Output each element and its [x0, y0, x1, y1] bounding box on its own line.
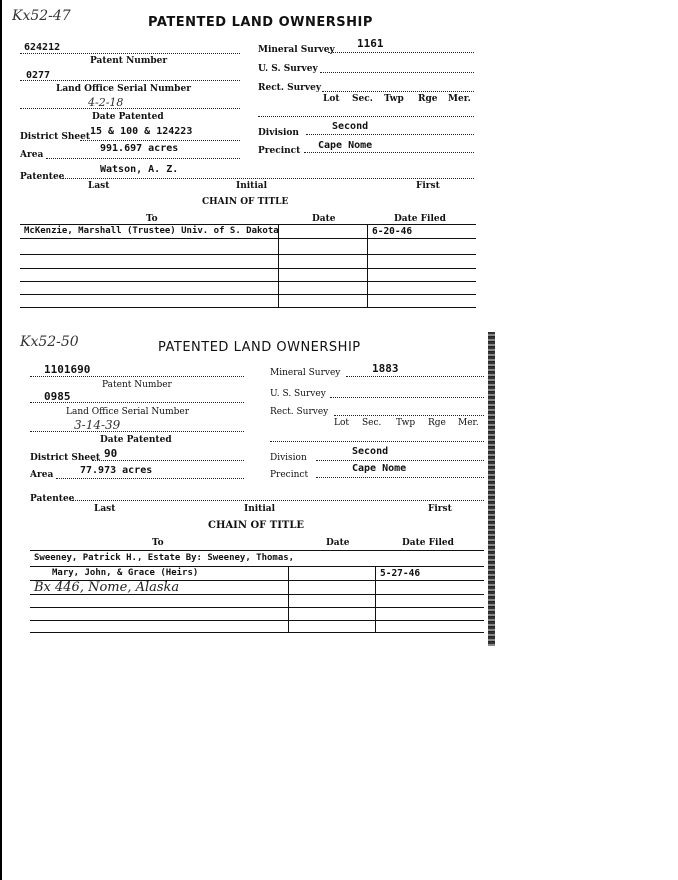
card2-precinct-label: Precinct [270, 470, 309, 480]
divider [270, 441, 484, 442]
card1-division: Second [332, 121, 369, 132]
card1-rect-survey-label: Rect. Survey [258, 83, 322, 93]
card2-col-date: Date [326, 538, 350, 548]
card2-patentee-label: Patentee [30, 494, 75, 504]
card2-district-sheet-label: District Sheet [30, 453, 101, 463]
divider [30, 402, 244, 403]
card1-precinct: Cape Nome [318, 140, 373, 151]
card1-area-label: Area [20, 150, 44, 160]
card2-patent-number: 1101690 [44, 363, 91, 376]
table-col-rule [288, 566, 289, 632]
divider [92, 460, 244, 461]
card1-area: 991.697 acres [100, 143, 179, 154]
card2-name-first: First [428, 504, 452, 514]
card1-col-date: Date [312, 214, 336, 224]
divider [304, 152, 474, 153]
card1-district-sheet-label: District Sheet [20, 132, 91, 142]
card2-date-patented-label: Date Patented [100, 435, 172, 445]
table-rule [30, 620, 484, 621]
card1-rect-col-rge: Rge [418, 94, 438, 104]
table-rule [20, 254, 476, 255]
card1-serial: 0277 [26, 70, 51, 81]
divider [334, 415, 484, 416]
card2-row3-to: Bx 446, Nome, Alaska [34, 580, 180, 595]
card2-col-date-filed: Date Filed [402, 538, 454, 548]
table-col-rule [375, 566, 376, 632]
card2-mineral-survey: 1883 [372, 362, 399, 375]
card2-rect-col-twp: Twp [396, 418, 416, 428]
divider [306, 134, 474, 135]
card1-name-initial: Initial [236, 181, 267, 191]
card2-date-patented: 3-14-39 [74, 418, 121, 432]
divider [56, 478, 244, 479]
card1-ref: Kx52-47 [12, 8, 71, 24]
card1-mineral-survey-label: Mineral Survey [258, 45, 335, 55]
card1-col-to: To [146, 214, 158, 224]
card1-col-date-filed: Date Filed [394, 214, 446, 224]
table-rule [30, 607, 484, 608]
card2-patent-number-label: Patent Number [102, 380, 172, 390]
divider [72, 500, 484, 501]
card1-date-patented-label: Date Patented [92, 112, 164, 122]
card1-patent-number: 624212 [24, 42, 61, 53]
divider [46, 158, 240, 159]
table-rule [20, 238, 476, 239]
card2-serial: 0985 [44, 390, 71, 403]
divider [346, 376, 484, 377]
divider [330, 397, 484, 398]
card2-name-last: Last [94, 504, 116, 514]
card1-mineral-survey: 1161 [357, 37, 384, 50]
card1-patent-number-label: Patent Number [90, 56, 168, 66]
card1-date-patented: 4-2-18 [88, 96, 124, 109]
card1-row1-to: McKenzie, Marshall (Trustee) Univ. of S. Dakota [24, 226, 279, 236]
card2-title: PATENTED LAND OWNERSHIP [158, 340, 361, 355]
table-rule [20, 281, 476, 282]
card2-precinct: Cape Nome [352, 463, 407, 474]
card2-rect-col-mer: Mer. [458, 418, 479, 428]
card1-precinct-label: Precinct [258, 146, 301, 156]
card1-rect-col-twp: Twp [384, 94, 404, 104]
card2-serial-label: Land Office Serial Number [66, 407, 190, 417]
table-rule [30, 550, 484, 551]
card1-rect-col-sec: Sec. [352, 94, 373, 104]
divider [20, 53, 240, 54]
card2-district-sheet: 90 [104, 447, 118, 460]
card2-chain-title: CHAIN OF TITLE [208, 520, 304, 531]
divider [20, 80, 240, 81]
divider [316, 477, 484, 478]
divider [322, 91, 474, 92]
divider [30, 431, 244, 432]
card1-patentee-label: Patentee [20, 172, 65, 182]
divider [30, 376, 244, 377]
divider [328, 52, 474, 53]
divider [80, 140, 240, 141]
card2-area-label: Area [30, 470, 54, 480]
table-rule [20, 307, 476, 308]
divider [320, 72, 474, 73]
table-col-rule [278, 224, 279, 307]
card1-patentee: Watson, A. Z. [100, 164, 179, 175]
card2-division-label: Division [270, 453, 307, 463]
card2-mineral-survey-label: Mineral Survey [270, 368, 341, 378]
card1-division-label: Division [258, 128, 299, 138]
card2-col-to: To [152, 538, 164, 548]
card2-area: 77.973 acres [80, 465, 153, 476]
card1-district-sheet: 15 & 100 & 124223 [90, 126, 193, 137]
card2-name-initial: Initial [244, 504, 275, 514]
divider [62, 178, 474, 179]
table-rule [30, 632, 484, 633]
table-rule [20, 294, 476, 295]
card2-row2-date-filed: 5-27-46 [380, 568, 421, 579]
card2-row2-to: Mary, John, & Grace (Heirs) [52, 568, 199, 578]
card2-rect-survey-label: Rect. Survey [270, 407, 329, 417]
card2-rect-col-lot: Lot [334, 418, 350, 428]
card2-rect-col-rge: Rge [428, 418, 446, 428]
card1-us-survey-label: U. S. Survey [258, 64, 318, 74]
divider [258, 116, 474, 117]
card1-chain-title: CHAIN OF TITLE [202, 197, 289, 207]
table-rule [20, 224, 476, 225]
card2-division: Second [352, 446, 389, 457]
scan-edge [0, 0, 2, 880]
card1-row1-date-filed: 6-20-46 [372, 226, 413, 237]
scan-edge-strip [488, 332, 495, 646]
card2-rect-col-sec: Sec. [362, 418, 382, 428]
card1-title: PATENTED LAND OWNERSHIP [148, 15, 373, 30]
card2-ref: Kx52-50 [20, 334, 79, 350]
card1-rect-col-mer: Mer. [448, 94, 471, 104]
card2-us-survey-label: U. S. Survey [270, 389, 326, 399]
table-rule [20, 268, 476, 269]
table-rule [30, 566, 484, 567]
table-col-rule [367, 224, 368, 307]
card1-name-last: Last [88, 181, 110, 191]
card1-name-first: First [416, 181, 440, 191]
card1-serial-label: Land Office Serial Number [56, 84, 191, 94]
divider [20, 108, 240, 109]
card1-rect-col-lot: Lot [323, 94, 340, 104]
divider [316, 460, 484, 461]
card2-row1-to: Sweeney, Patrick H., Estate By: Sweeney, Thomas, [34, 553, 295, 563]
